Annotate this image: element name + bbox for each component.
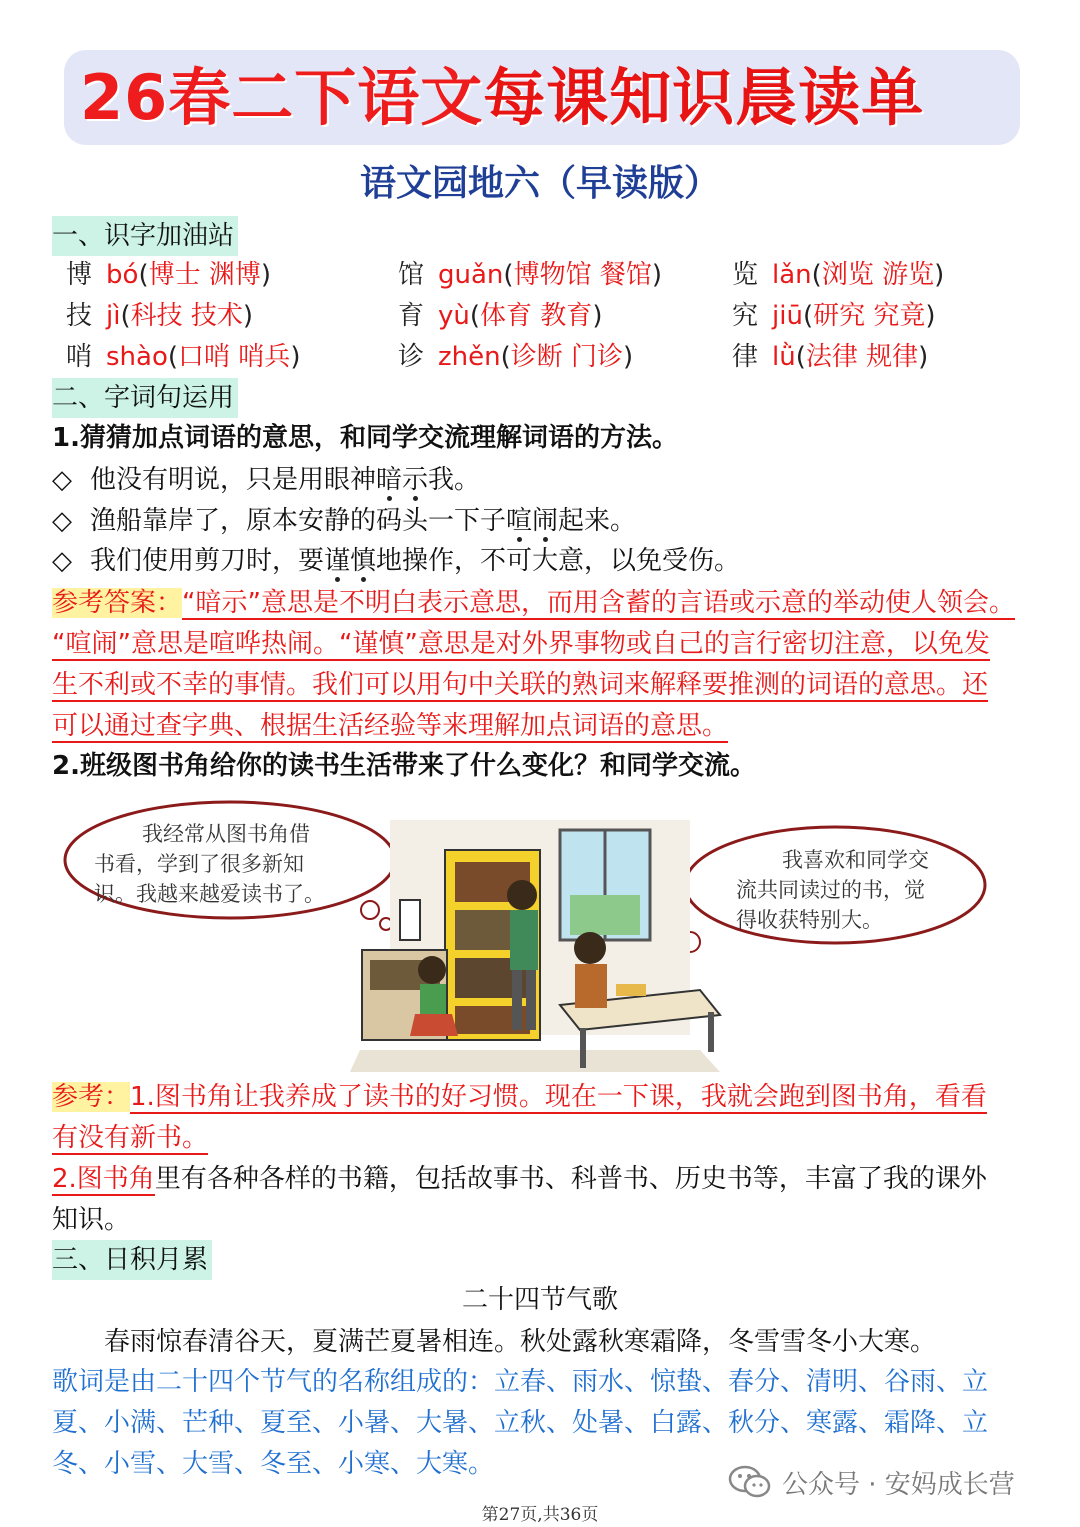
reference-label: 参考：: [52, 1082, 131, 1112]
note-line-2: 夏、小满、芒种、夏至、小暑、大暑、立秋、处暑、白露、秋分、寒露、霜降、立: [52, 1408, 989, 1438]
question-1: 1.猜猜加点词语的意思，和同学交流理解词语的方法。: [52, 423, 678, 453]
lesson-subtitle: 语文园地六（早读版）: [359, 163, 720, 204]
char-entry: 览 lǎn(浏览 游览): [732, 260, 945, 290]
sentence-2: ◇ 渔船靠岸了，原本安静的码头一下子喧闹起来。: [52, 503, 636, 539]
reference-line-3: 2.图书角里有各种各样的书籍，包括故事书、科普书、历史书等，丰富了我的课外: [52, 1164, 987, 1194]
char-entry: 博 bó(博士 渊博): [66, 260, 272, 290]
watermark-text: 公众号 · 安妈成长营: [782, 1469, 1015, 1500]
example-words: 诊断 门诊: [510, 342, 624, 372]
char-entry: 馆 guǎn(博物馆 餐馆): [398, 260, 662, 290]
pinyin: yù: [438, 301, 470, 331]
bubble-left-line-2: 书看，学到了很多新知: [94, 852, 304, 876]
char: 馆: [398, 260, 425, 290]
reference-line-1: 参考：1.图书角让我养成了读书的好习惯。现在一下课，我就会跑到图书角，看看: [52, 1082, 987, 1112]
wechat-icon: [728, 1464, 772, 1500]
example-words: 博士 渊博: [148, 260, 261, 290]
reference-line-4: 知识。: [52, 1205, 131, 1235]
answer-line-2: “喧闹”意思是喧哗热闹。“谨慎”意思是对外界事物或自己的言行密切注意，以免发: [52, 629, 990, 659]
note-line-3: 冬、小雪、大雪、冬至、小寒、大寒。: [52, 1449, 495, 1479]
answer-line-3: 生不利或不幸的事情。我们可以用句中关联的熟词来解释要推测的词语的意思。还: [52, 670, 989, 700]
pinyin: bó: [106, 260, 139, 290]
sentence-3: ◇ 我们使用剪刀时，要谨慎地操作，不可大意，以免受伤。: [52, 543, 740, 579]
pinyin: shào: [106, 342, 168, 372]
section-3-title: 三、日积月累: [52, 1240, 212, 1280]
boy-figure: [507, 880, 537, 910]
dotted-word: 喧闹: [506, 506, 558, 536]
answer-label: 参考答案：: [52, 588, 183, 618]
section-1-title: 一、识字加油站: [52, 216, 238, 256]
char-entry: 哨 shào(口哨 哨兵): [66, 342, 301, 372]
dotted-word: 谨慎: [324, 546, 376, 576]
reference-line-2: 有没有新书。: [52, 1123, 209, 1153]
char: 哨: [66, 342, 93, 372]
example-words: 口哨 哨兵: [178, 342, 291, 372]
title-part2: 每课知识晨读单: [483, 61, 925, 134]
diamond-bullet-icon: ◇: [52, 546, 72, 576]
page-title: [80, 58, 924, 138]
answer-line-1: 参考答案：“暗示”意思是不明白表示意思，而用含蓄的言语或示意的举动使人领会。: [52, 588, 1015, 618]
char: 技: [66, 301, 93, 331]
diamond-bullet-icon: ◇: [52, 465, 72, 495]
girl-figure: [418, 956, 446, 984]
char: 览: [732, 260, 759, 290]
poem-text: 春雨惊春清谷天，夏满芒夏暑相连。秋处露秋寒霜降，冬雪雪冬小大寒。: [104, 1327, 937, 1357]
char-entry: 诊 zhěn(诊断 门诊): [398, 342, 634, 372]
example-words: 浏览 游览: [821, 260, 935, 290]
answer-line-4: 可以通过查字典、根据生活经验等来理解加点词语的意思。: [52, 711, 729, 741]
char: 诊: [398, 342, 425, 372]
page-footer: 第27页,共36页: [481, 1505, 599, 1525]
diamond-bullet-icon: ◇: [52, 506, 72, 536]
pinyin: lǜ: [772, 342, 796, 372]
char: 博: [66, 260, 93, 290]
bubble-right-line-3: 得收获特别大。: [736, 908, 883, 932]
bubble-right-line-2: 流共同读过的书，觉: [736, 878, 925, 902]
bubble-left-line-1: 我经常从图书角借: [142, 822, 310, 846]
char-entry: 究 jiū(研究 究竟): [732, 301, 936, 331]
pinyin: zhěn: [438, 342, 501, 372]
question-2: 2.班级图书角给你的读书生活带来了什么变化？和同学交流。: [52, 751, 756, 781]
bubble-right-line-1: 我喜欢和同学交: [782, 848, 929, 872]
pinyin: jiū: [772, 301, 803, 331]
poem-title: 二十四节气歌: [461, 1285, 618, 1315]
char-entry: 育 yù(体育 教育): [398, 301, 603, 331]
pinyin: lǎn: [772, 260, 812, 290]
title-part1: 26春二下语文: [80, 61, 484, 134]
char-entry: 律 lǜ(法律 规律): [732, 342, 929, 372]
char: 育: [398, 301, 425, 331]
example-words: 科技 技术: [130, 301, 243, 331]
note-line-1: 歌词是由二十四个节气的名称组成的：立春、雨水、惊蛰、春分、清明、谷雨、立: [52, 1367, 989, 1397]
pinyin: jì: [106, 301, 121, 331]
example-words: 博物馆 餐馆: [513, 260, 652, 290]
char: 律: [732, 342, 759, 372]
dotted-word: 暗示: [376, 465, 428, 495]
watermark: [728, 1460, 1015, 1504]
char: 究: [732, 301, 759, 331]
pinyin: guǎn: [438, 260, 504, 290]
section-2-title: 二、字词句运用: [52, 378, 238, 418]
example-words: 法律 规律: [805, 342, 919, 372]
sentence-1: ◇ 他没有明说，只是用眼神暗示我。: [52, 462, 480, 498]
char-entry: 技 jì(科技 技术): [66, 301, 254, 331]
example-words: 体育 教育: [480, 301, 593, 331]
example-words: 研究 究竟: [813, 301, 926, 331]
bubble-left-line-3: 识。我越来越爱读书了。: [94, 882, 325, 906]
